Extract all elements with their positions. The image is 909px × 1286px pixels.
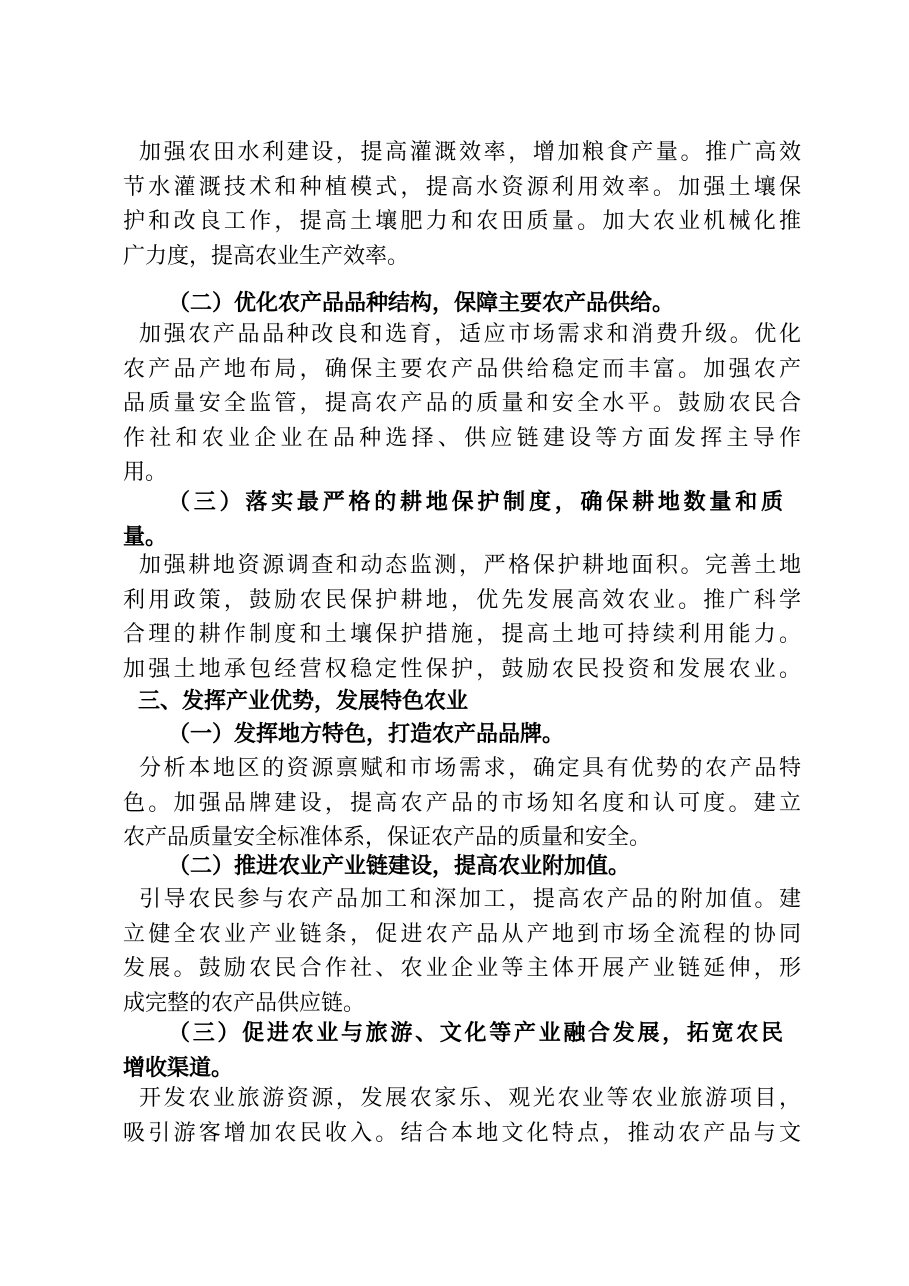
subheading-local-brand: （一）发挥地方特色，打造农产品品牌。 xyxy=(168,721,565,747)
text-line: 广力度，提高农业生产效率。 xyxy=(123,243,410,269)
subheading-farmland-protection xyxy=(123,485,783,554)
text-line: 发展。鼓励农民合作社、农业企业等主体开展产业链延伸，形 xyxy=(123,956,801,981)
text-line: 品质量安全监管，提高农产品的质量和安全水平。鼓励农民合 xyxy=(123,391,801,416)
section-heading: 三、发挥产业优势，发展特色农业 xyxy=(138,689,469,714)
text-line: 开发农业旅游资源，发展农家乐、观光农业等农业旅游项目， xyxy=(139,1086,801,1111)
text-line: 加强土地承包经营权稳定性保护，鼓励农民投资和发展农业。 xyxy=(123,656,801,682)
paragraph-variety xyxy=(123,318,801,491)
text-line: 色。加强品牌建设，提高农产品的市场知名度和认可度。建立 xyxy=(123,790,801,816)
text-line: 成完整的农产品供应链。 xyxy=(123,990,366,1016)
text-line: 量。 xyxy=(123,523,168,550)
text-line: 利用政策，鼓励农民保护耕地，优先发展高效农业。推广科学 xyxy=(123,587,801,613)
text-line: 加强农田水利建设，提高灌溉效率，增加粮食产量。推广高效 xyxy=(139,140,801,165)
text-line: 吸引游客增加农民收入。结合本地文化特点，推动农产品与文 xyxy=(123,1120,801,1146)
text-line: 合理的耕作制度和土壤保护措施，提高土地可持续利用能力。 xyxy=(123,622,801,647)
text-line: 引导农民参与农产品加工和深加工，提高农产品的附加值。建 xyxy=(139,887,801,912)
text-line: （三）促进农业与旅游、文化等产业融合发展，拓宽农民 xyxy=(168,1020,783,1046)
text-line: 分析本地区的资源禀赋和市场需求，确定具有优势的农产品特 xyxy=(139,756,801,781)
paragraph-farmland xyxy=(123,549,801,687)
text-line: 农产品产地布局，确保主要农产品供给稳定而丰富。加强农产 xyxy=(123,356,801,382)
text-line: 立健全农业产业链条，促进农产品从产地到市场全流程的协同 xyxy=(123,921,801,947)
paragraph-industry-chain xyxy=(123,883,801,1021)
paragraph-irrigation xyxy=(123,136,801,274)
paragraph-tourism xyxy=(123,1082,801,1151)
text-line: （三）落实最严格的耕地保护制度，确保耕地数量和质 xyxy=(168,489,783,515)
text-line: 农产品质量安全标准体系，保证农产品的质量和安全。 xyxy=(123,825,652,850)
text-line: 用。 xyxy=(123,460,168,485)
text-line: 增收渠道。 xyxy=(123,1054,234,1081)
text-line: 作社和农业企业在品种选择、供应链建设等方面发挥主导作 xyxy=(123,425,801,451)
subheading-variety-structure: （二）优化农产品品种结构，保障主要农产品供给。 xyxy=(168,290,675,316)
text-line: 加强农产品品种改良和选育，适应市场需求和消费升级。优化 xyxy=(139,322,801,347)
text-line: 节水灌溉技术和种植模式，提高水资源利用效率。加强土壤保 xyxy=(123,174,801,200)
text-line: 护和改良工作，提高土壤肥力和农田质量。加大农业机械化推 xyxy=(123,209,801,234)
paragraph-brand xyxy=(123,752,801,856)
subheading-industry-chain: （二）推进农业产业链建设，提高农业附加值。 xyxy=(168,853,631,879)
text-line: 加强耕地资源调查和动态监测，严格保护耕地面积。完善土地 xyxy=(139,553,801,578)
subheading-tourism-integration xyxy=(123,1016,783,1085)
